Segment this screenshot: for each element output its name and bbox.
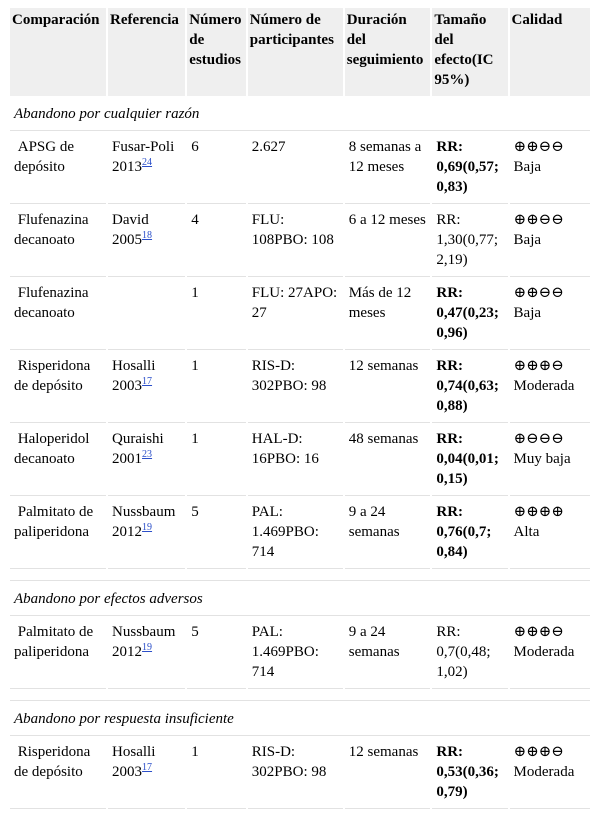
- quality-label: Baja: [513, 232, 542, 248]
- comparacion-text: Flufenazina decanoato: [14, 285, 89, 321]
- citation-superscript: [142, 642, 152, 653]
- citation-link[interactable]: 19: [142, 522, 153, 533]
- header-tamano-efecto: Tamaño del efecto(IC 95%): [432, 8, 507, 96]
- table-row: [10, 425, 590, 496]
- cell-tamano-efecto: RR: 0,7(0,48; 1,02): [432, 618, 507, 689]
- cell-calidad: [510, 738, 590, 809]
- section-spacer: [10, 571, 590, 581]
- cell-tamano-efecto: RR: 0,47(0,23; 0,96): [432, 279, 507, 350]
- citation-superscript: [142, 762, 152, 773]
- quality-label: Moderada: [513, 764, 575, 780]
- cell-duracion: Más de 12 meses: [345, 279, 431, 350]
- cell-comparacion: [10, 618, 106, 689]
- spacer-cell: [10, 691, 590, 701]
- table-row: [10, 206, 590, 277]
- cell-comparacion: [10, 425, 106, 496]
- section-header-row: [10, 583, 590, 616]
- table-body: [10, 98, 590, 809]
- quality-label: Moderada: [513, 378, 575, 394]
- cell-comparacion: [10, 738, 106, 809]
- cell-participantes: PAL: 1.469PBO: 714: [248, 498, 343, 569]
- citation-superscript: [142, 157, 152, 168]
- comparacion-text: Risperidona de depósito: [14, 358, 91, 394]
- cell-estudios: 1: [187, 279, 245, 350]
- cell-tamano-efecto: RR: 0,76(0,7; 0,84): [432, 498, 507, 569]
- quality-symbols: ⊕⊕⊕⊕: [513, 504, 564, 520]
- header-numero-estudios: Número de estudios: [187, 8, 245, 96]
- table-header-row: [10, 8, 590, 96]
- cell-referencia: [108, 352, 185, 423]
- comparacion-text: Flufenazina decanoato: [14, 212, 89, 248]
- cell-duracion: 8 semanas a 12 meses: [345, 133, 431, 204]
- header-duracion: Duración del seguimiento: [345, 8, 431, 96]
- cell-estudios: 5: [187, 498, 245, 569]
- citation-superscript: [142, 376, 152, 387]
- cell-estudios: 5: [187, 618, 245, 689]
- cell-tamano-efecto: RR: 0,53(0,36; 0,79): [432, 738, 507, 809]
- cell-comparacion: [10, 206, 106, 277]
- quality-symbols: ⊕⊕⊖⊖: [513, 285, 564, 301]
- cell-participantes: HAL-D: 16PBO: 16: [248, 425, 343, 496]
- quality-label: Moderada: [513, 644, 575, 660]
- section-header-row: [10, 98, 590, 131]
- referencia-text: Fusar-Poli 2013: [112, 139, 175, 175]
- cell-calidad: [510, 279, 590, 350]
- referencia-text: Nussbaum 2012: [112, 624, 176, 660]
- cell-duracion: 12 semanas: [345, 738, 431, 809]
- citation-link[interactable]: 23: [142, 449, 153, 460]
- header-numero-participantes: Número de participantes: [248, 8, 343, 96]
- referencia-text: David 2005: [112, 212, 149, 248]
- cell-referencia: [108, 498, 185, 569]
- quality-symbols: ⊕⊕⊖⊖: [513, 212, 564, 228]
- citation-superscript: [142, 449, 152, 460]
- cell-duracion: 6 a 12 meses: [345, 206, 431, 277]
- citation-link[interactable]: 19: [142, 642, 153, 653]
- cell-referencia: [108, 738, 185, 809]
- referencia-text: Hosalli 2003: [112, 744, 156, 780]
- quality-symbols: ⊕⊕⊕⊖: [513, 744, 564, 760]
- header-comparacion: Comparación: [10, 8, 106, 96]
- comparacion-text: Haloperidol decanoato: [14, 431, 90, 467]
- cell-calidad: [510, 133, 590, 204]
- cell-comparacion: [10, 279, 106, 350]
- section-title: Abandono por respuesta insuficiente: [10, 703, 590, 736]
- quality-label: Alta: [513, 524, 540, 540]
- cell-calidad: [510, 206, 590, 277]
- cell-estudios: 4: [187, 206, 245, 277]
- comparacion-text: Palmitato de paliperidona: [14, 624, 94, 660]
- header-calidad: Calidad: [510, 8, 590, 96]
- comparacion-text: APSG de depósito: [14, 139, 75, 175]
- cell-participantes: FLU: 27APO: 27: [248, 279, 343, 350]
- cell-duracion: 9 a 24 semanas: [345, 498, 431, 569]
- referencia-text: Nussbaum 2012: [112, 504, 176, 540]
- cell-estudios: 1: [187, 738, 245, 809]
- quality-symbols: ⊕⊕⊕⊖: [513, 624, 564, 640]
- citation-link[interactable]: 17: [142, 376, 153, 387]
- cell-referencia: [108, 133, 185, 204]
- cell-duracion: 9 a 24 semanas: [345, 618, 431, 689]
- header-referencia: Referencia: [108, 8, 185, 96]
- cell-tamano-efecto: RR: 0,04(0,01; 0,15): [432, 425, 507, 496]
- cell-referencia: [108, 206, 185, 277]
- cell-participantes: RIS-D: 302PBO: 98: [248, 352, 343, 423]
- citation-link[interactable]: 17: [142, 762, 153, 773]
- table-row: [10, 133, 590, 204]
- quality-symbols: ⊕⊕⊖⊖: [513, 139, 564, 155]
- cell-referencia: [108, 279, 185, 350]
- cell-calidad: [510, 352, 590, 423]
- comparacion-text: Palmitato de paliperidona: [14, 504, 94, 540]
- table-row: [10, 618, 590, 689]
- table-row: [10, 352, 590, 423]
- cell-participantes: PAL: 1.469PBO: 714: [248, 618, 343, 689]
- citation-superscript: [142, 230, 152, 241]
- spacer-cell: [10, 571, 590, 581]
- table-row: [10, 738, 590, 809]
- citation-link[interactable]: 18: [142, 230, 153, 241]
- cell-referencia: [108, 425, 185, 496]
- cell-duracion: 48 semanas: [345, 425, 431, 496]
- cell-participantes: 2.627: [248, 133, 343, 204]
- quality-label: Baja: [513, 305, 542, 321]
- section-title: Abandono por efectos adversos: [10, 583, 590, 616]
- cell-tamano-efecto: RR: 0,69(0,57; 0,83): [432, 133, 507, 204]
- evidence-table: [8, 6, 592, 811]
- cell-calidad: [510, 425, 590, 496]
- cell-comparacion: [10, 133, 106, 204]
- cell-estudios: 6: [187, 133, 245, 204]
- comparacion-text: Risperidona de depósito: [14, 744, 91, 780]
- cell-comparacion: [10, 352, 106, 423]
- citation-superscript: [142, 522, 152, 533]
- cell-duracion: 12 semanas: [345, 352, 431, 423]
- table-row: [10, 498, 590, 569]
- quality-label: Muy baja: [513, 451, 571, 467]
- table-row: [10, 279, 590, 350]
- cell-participantes: FLU: 108PBO: 108: [248, 206, 343, 277]
- quality-symbols: ⊕⊕⊕⊖: [513, 358, 564, 374]
- section-header-row: [10, 703, 590, 736]
- cell-calidad: [510, 618, 590, 689]
- quality-symbols: ⊕⊖⊖⊖: [513, 431, 564, 447]
- cell-calidad: [510, 498, 590, 569]
- referencia-text: Quraishi 2001: [112, 431, 164, 467]
- referencia-text: Hosalli 2003: [112, 358, 156, 394]
- cell-participantes: RIS-D: 302PBO: 98: [248, 738, 343, 809]
- cell-estudios: 1: [187, 352, 245, 423]
- cell-tamano-efecto: RR: 1,30(0,77; 2,19): [432, 206, 507, 277]
- quality-label: Baja: [513, 159, 542, 175]
- citation-link[interactable]: 24: [142, 157, 153, 168]
- section-title: Abandono por cualquier razón: [10, 98, 590, 131]
- evidence-table-container: [10, 6, 590, 811]
- cell-referencia: [108, 618, 185, 689]
- section-spacer: [10, 691, 590, 701]
- cell-tamano-efecto: RR: 0,74(0,63; 0,88): [432, 352, 507, 423]
- cell-estudios: 1: [187, 425, 245, 496]
- cell-comparacion: [10, 498, 106, 569]
